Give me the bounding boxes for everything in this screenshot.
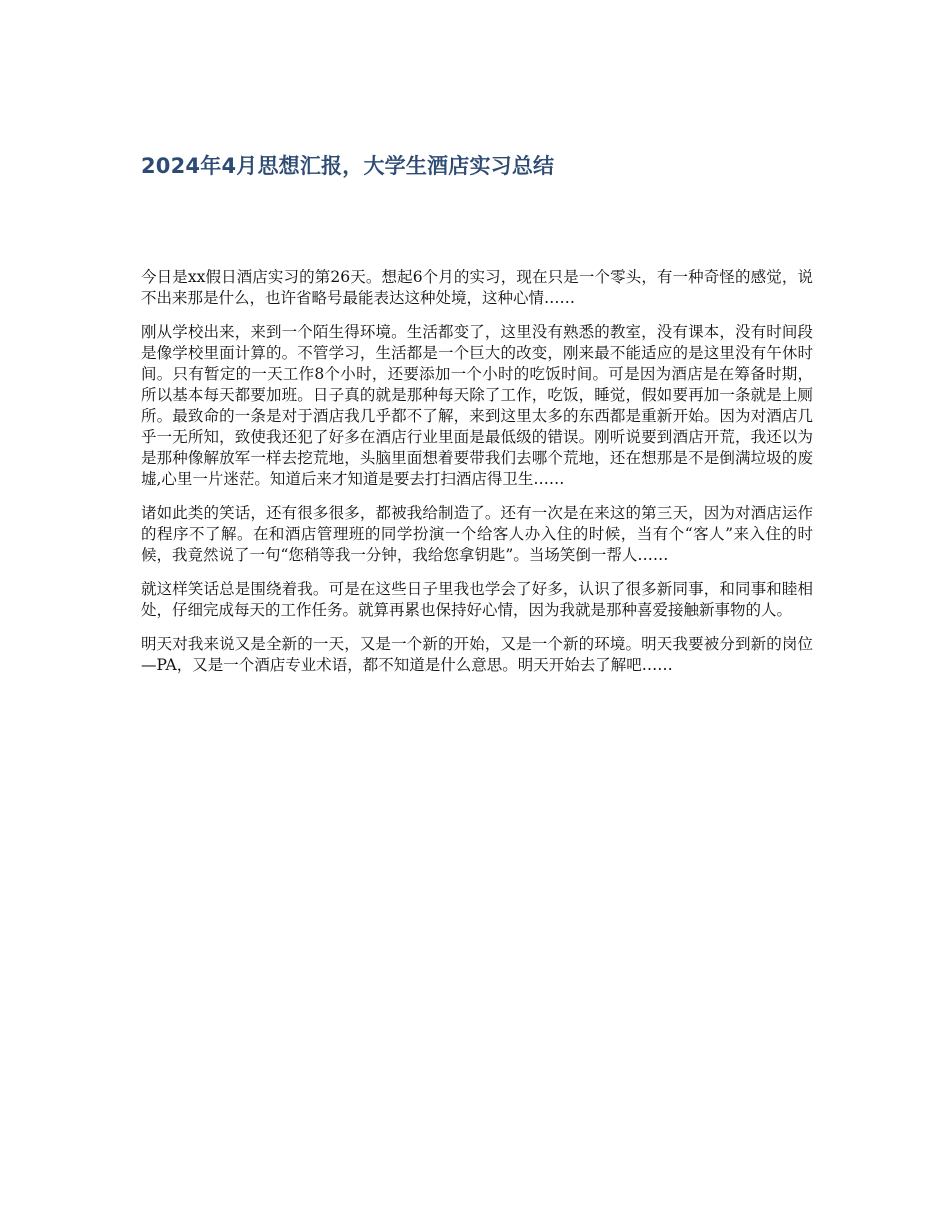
paragraph-3: 诸如此类的笑话，还有很多很多，都被我给制造了。还有一次是在来这的第三天，因为对酒店运作的程序不了解。在和酒店管理班的同学扮演一个给客人办入住的时候，当有个“客人”来入住的时候，我竟然说了一句“您稍等我一分钟，我给您拿钥匙”。当场笑倒一帮人……	[141, 504, 813, 564]
paragraph-5: 明天对我来说又是全新的一天，又是一个新的开始，又是一个新的环境。明天我要被分到新的岗位—PA，又是一个酒店专业术语，都不知道是什么意思。明天开始去了解吧……	[141, 635, 813, 674]
document-title: 2024年4月思想汇报，大学生酒店实习总结	[141, 154, 555, 178]
paragraph-4: 就这样笑话总是围绕着我。可是在这些日子里我也学会了好多，认识了很多新同事，和同事和睦相处，仔细完成每天的工作任务。就算再累也保持好心情，因为我就是那种喜爱接触新事物的人。	[141, 580, 813, 619]
paragraph-1: 今日是xx假日酒店实习的第26天。想起6个月的实习，现在只是一个零头，有一种奇怪的感觉，说不出来那是什么，也许省略号最能表达这种处境，这种心情……	[141, 268, 813, 307]
paragraph-2: 刚从学校出来，来到一个陌生得环境。生活都变了，这里没有熟悉的教室，没有课本，没有时间段是像学校里面计算的。不管学习，生活都是一个巨大的改变，刚来最不能适应的是这里没有午休时间。只有暂定的一天工作8个小时，还要添加一个小时的吃饭时间。可是因为酒店是在筹备时期，所以基本每天都要加班。日子真的就是那种每天除了工作，吃饭，睡觉，假如要再加一条就是上厕所。最致命的一条是对于酒店我几乎都不了解，来到这里太多的东西都是重新开始。因为对酒店几乎一无所知，致使我还犯了好多在酒店行业里面是最低级的错误。刚听说要到酒店开荒，我还以为是那种像解放军一样去挖荒地，头脑里面想着要带我们去哪个荒地，还在想那是不是倒满垃圾的废墟,心里一片迷茫。知道后来才知道是要去打扫酒店得卫生……	[141, 323, 813, 488]
document-body	[141, 267, 813, 689]
